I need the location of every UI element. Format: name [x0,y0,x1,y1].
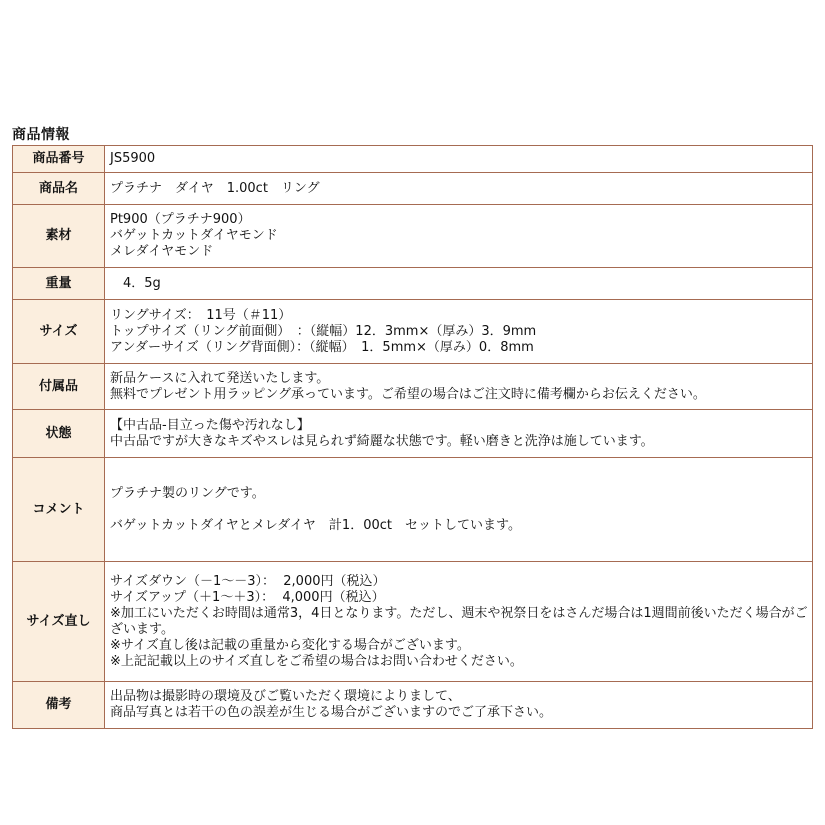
value-line: ※サイズ直し後は記載の重量から変化する場合がございます。 [110,637,470,653]
row-label: 付属品 [13,364,105,410]
table-row-resizing [13,562,813,682]
value-line: バゲットカットダイヤとメレダイヤ 計1．00ct セットしています。 [110,517,521,533]
value-line: メレダイヤモンド [110,244,214,259]
table-row-notes [13,682,813,729]
row-label: 重量 [13,268,105,300]
value-line: 新品ケースに入れて発送いたします。 [110,370,330,386]
value-line: 【中古品-目立った傷や汚れなし】 [110,417,310,433]
table-row-size [13,300,813,364]
table-row-material [13,205,813,268]
row-label: 商品番号 [13,146,105,173]
value-line: トップサイズ（リング前面側） ：（縦幅）12．3mm×（厚み）3．9mm [110,323,537,339]
value-line: 出品物は撮影時の環境及びご覧いただく環境によりまして、 [110,689,461,704]
value-line: Pt900（プラチナ900） [110,212,251,227]
table-row-comment [13,458,813,562]
row-value [105,364,813,410]
row-value [105,562,813,682]
value-line: サイズダウン（－1～－3）： 2,000円（税込） [110,573,386,589]
value-line: プラチナ ダイヤ 1.00ct リング [110,180,320,196]
value-line: ※上記記載以上のサイズ直しをご希望の場合はお問い合わせください。 [110,653,523,669]
table-row-condition [13,410,813,458]
row-value [105,410,813,458]
row-label: サイズ直し [13,562,105,682]
row-label: サイズ [13,300,105,364]
row-label: コメント [13,458,105,562]
row-value [105,458,813,562]
row-value [105,300,813,364]
value-line: 4．5g [110,275,161,291]
row-value [105,173,813,205]
value-line: 中古品ですが大きなキズやスレは見られず綺麗な状態です。軽い磨きと洗浄は施しています。 [110,433,654,449]
row-label: 状態 [13,410,105,458]
row-label: 備考 [13,682,105,729]
row-value [105,205,813,268]
section-title: 商品情報 [12,127,70,143]
table-row-weight [13,268,813,300]
value-line: ※加工にいただくお時間は通常3，4日となります。ただし、週末や祝祭日をはさんだ場合は1週間前後いただく場合がございます。 [110,605,808,637]
value-line: 無料でプレゼント用ラッピング承っています。ご希望の場合はご注文時に備考欄からお伝えください。 [110,386,706,402]
value-line: 商品写真とは若干の色の誤差が生じる場合がございますのでご了承下さい。 [110,705,553,720]
row-value [105,268,813,300]
table-row-accessories [13,364,813,410]
table-row-product-name [13,173,813,205]
table-row-product-number [13,146,813,173]
row-label: 素材 [13,205,105,268]
row-label: 商品名 [13,173,105,205]
value-line: サイズアップ（＋1～＋3）： 4,000円（税込） [110,589,385,605]
line-gap [110,502,808,518]
row-value [105,682,813,729]
value-line: バゲットカットダイヤモンド [110,228,278,243]
value-line: リングサイズ： 11号（＃11） [110,307,292,323]
product-info-table [12,145,813,729]
value-line: JS5900 [110,151,156,166]
value-line: アンダーサイズ（リング背面側）：（縦幅） 1．5mm×（厚み）0．8mm [110,339,534,355]
value-line: プラチナ製のリングです。 [110,485,265,501]
row-value [105,146,813,173]
